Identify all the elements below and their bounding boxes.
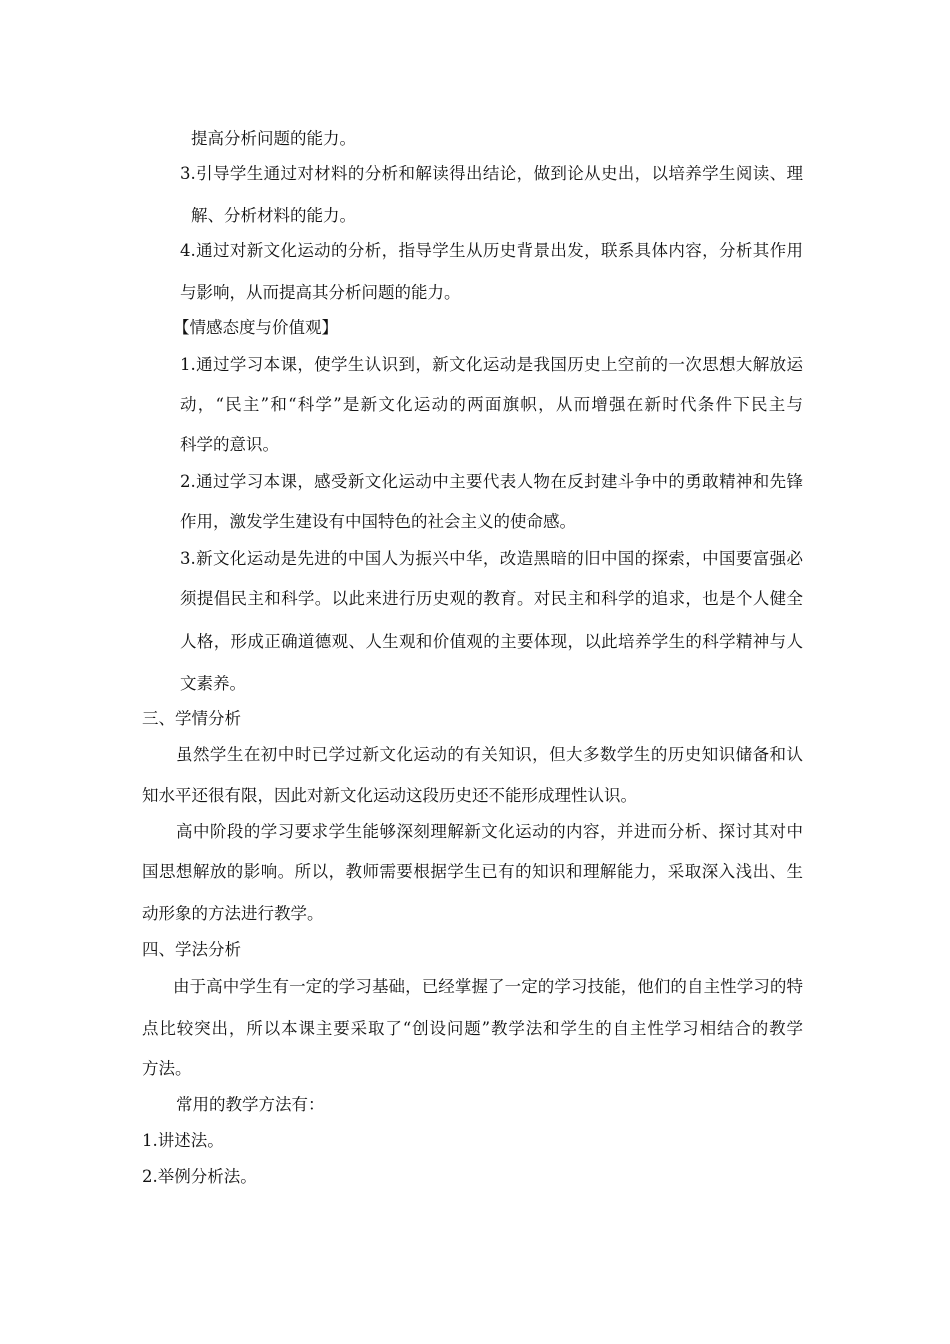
text-line: 虽然学生在初中时已学过新文化运动的有关知识，但大多数学生的历史知识储备和认 — [176, 745, 803, 764]
text-line: 知水平还很有限，因此对新文化运动这段历史还不能形成理性认识。 — [142, 786, 637, 805]
text-line: 点比较突出，所以本课主要采取了“创设问题”教学法和学生的自主性学习相结合的教学 — [142, 1019, 803, 1038]
text-line: 国思想解放的影响。所以，教师需要根据学生已有的知识和理解能力，采取深入浅出、生 — [142, 862, 803, 881]
text-line: 动，“民主”和“科学”是新文化运动的两面旗帜，从而增强在新时代条件下民主与 — [180, 395, 803, 414]
section-heading: 【情感态度与价值观】 — [173, 318, 338, 337]
list-item: 1.讲述法。 — [142, 1131, 224, 1150]
text-line: 科学的意识。 — [180, 435, 279, 454]
text-line: 文素养。 — [180, 674, 246, 693]
text-line: 人格，形成正确道德观、人生观和价值观的主要体现，以此培养学生的科学精神与人 — [180, 632, 803, 651]
text-line: 方法。 — [142, 1059, 192, 1078]
text-line: 须提倡民主和科学。以此来进行历史观的教育。对民主和科学的追求，也是个人健全 — [180, 589, 803, 608]
list-item: 2.举例分析法。 — [142, 1167, 257, 1186]
text-line: 2.通过学习本课，感受新文化运动中主要代表人物在反封建斗争中的勇敢精神和先锋 — [180, 472, 803, 491]
text-line: 解、分析材料的能力。 — [191, 206, 356, 225]
text-line: 高中阶段的学习要求学生能够深刻理解新文化运动的内容，并进而分析、探讨其对中 — [176, 822, 803, 841]
text-line: 动形象的方法进行教学。 — [142, 904, 324, 923]
section-heading: 四、学法分析 — [142, 940, 241, 959]
text-line: 常用的教学方法有： — [176, 1095, 325, 1114]
text-line: 4.通过对新文化运动的分析，指导学生从历史背景出发，联系具体内容，分析其作用 — [180, 241, 803, 260]
section-heading: 三、学情分析 — [142, 709, 241, 728]
text-line: 与影响，从而提高其分析问题的能力。 — [180, 283, 461, 302]
text-line: 3.引导学生通过对材料的分析和解读得出结论，做到论从史出，以培养学生阅读、理 — [180, 164, 803, 183]
text-line: 1.通过学习本课，使学生认识到，新文化运动是我国历史上空前的一次思想大解放运 — [180, 355, 803, 374]
text-line: 作用，激发学生建设有中国特色的社会主义的使命感。 — [180, 512, 576, 531]
text-line: 3.新文化运动是先进的中国人为振兴中华，改造黑暗的旧中国的探索，中国要富强必 — [180, 549, 803, 568]
text-line: 由于高中学生有一定的学习基础，已经掌握了一定的学习技能，他们的自主性学习的特 — [173, 977, 803, 996]
text-line: 提高分析问题的能力。 — [191, 129, 356, 148]
